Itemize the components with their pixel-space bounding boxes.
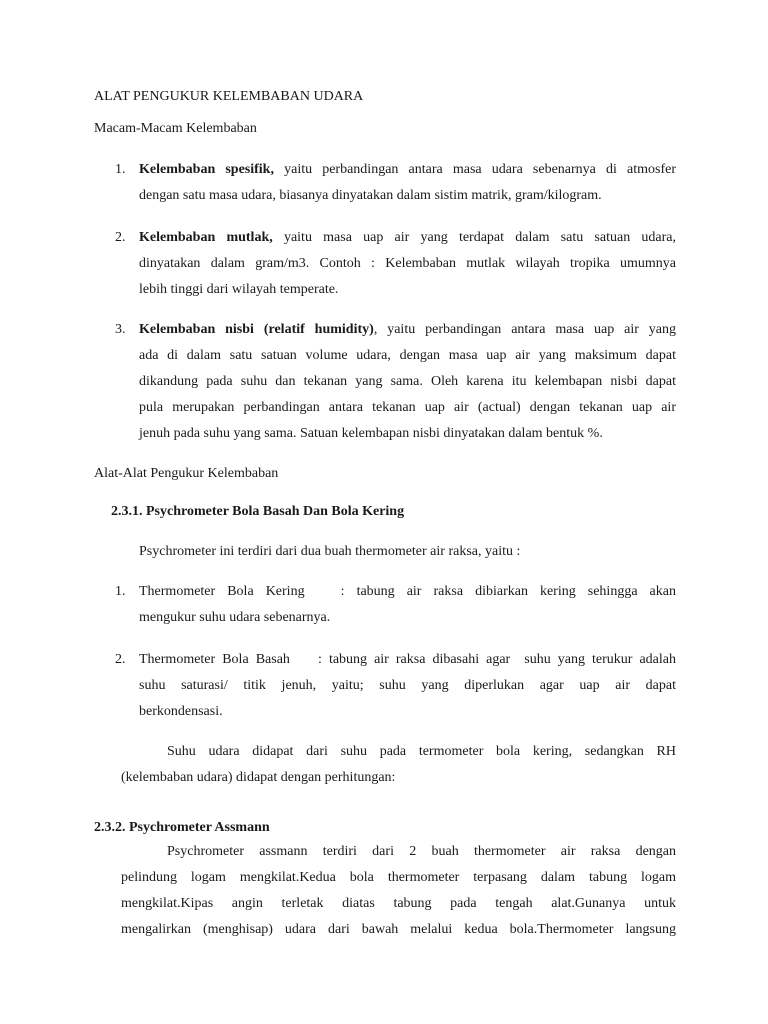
section-heading-alat-pengukur: Alat-Alat Pengukur Kelembaban bbox=[94, 466, 279, 481]
list-line: ada di dalam satu satuan volume udara, dengan masa uap air yang maksimum dapat bbox=[139, 348, 676, 363]
term-label: Kelembaban spesifik, bbox=[139, 162, 274, 177]
list-line: mengukur suhu udara sebenarnya. bbox=[139, 610, 331, 625]
list-line: lebih tinggi dari wilayah temperate. bbox=[139, 282, 339, 297]
paragraph-line: mengalirkan (menghisap) udara dari bawah melalui kedua bola.Thermometer langsung bbox=[121, 922, 676, 937]
term-label: Kelembaban mutlak, bbox=[139, 230, 273, 245]
section-heading-macam-kelembaban: Macam-Macam Kelembaban bbox=[94, 121, 257, 136]
list-line: Kelembaban mutlak, yaitu masa uap air yang terdapat dalam satu satuan udara, bbox=[139, 230, 677, 245]
list-line: Kelembaban nisbi (relatif humidity), yaitu perbandingan antara masa uap air yang bbox=[139, 322, 676, 337]
list-line: suhu saturasi/ titik jenuh, yaitu; suhu yang diperlukan agar uap air dapat bbox=[139, 678, 676, 693]
list-line: dengan satu masa udara, biasanya dinyatakan dalam sistim matrik, gram/kilogram. bbox=[139, 188, 602, 203]
list-line: dikandung pada suhu dan tekanan yang sama. Oleh karena itu kelembapan nisbi dapat bbox=[139, 374, 676, 389]
list-number: 2. bbox=[115, 652, 126, 667]
list-line: pula merupakan perbandingan antara tekanan uap air (actual) dengan tekanan uap air bbox=[139, 400, 676, 415]
paragraph-line: (kelembaban udara) didapat dengan perhitungan: bbox=[121, 770, 396, 785]
paragraph-line: mengkilat.Kipas angin terletak diatas tabung pada tengah alat.Gunanya untuk bbox=[121, 896, 676, 911]
paragraph-line: Psychrometer assmann terdiri dari 2 buah thermometer air raksa dengan bbox=[167, 844, 676, 859]
list-number: 1. bbox=[115, 584, 126, 599]
term-label: Kelembaban nisbi (relatif humidity) bbox=[139, 322, 374, 337]
list-line: berkondensasi. bbox=[139, 704, 223, 719]
list-number: 3. bbox=[115, 322, 126, 337]
subsection-intro: Psychrometer ini terdiri dari dua buah thermometer air raksa, yaitu : bbox=[139, 544, 521, 559]
list-number: 1. bbox=[115, 162, 126, 177]
paragraph-line: pelindung logam mengkilat.Kedua bola thermometer terpasang dalam tabung logam bbox=[121, 870, 676, 885]
list-line: Thermometer Bola Kering : tabung air raksa dibiarkan kering sehingga akan bbox=[139, 584, 676, 599]
list-line: Kelembaban spesifik, yaitu perbandingan antara masa udara sebenarnya di atmosfer bbox=[139, 162, 676, 177]
list-line: jenuh pada suhu yang sama. Satuan kelembapan nisbi dinyatakan dalam bentuk %. bbox=[139, 426, 603, 441]
subsection-heading-2-3-2: 2.3.2. Psychrometer Assmann bbox=[94, 820, 270, 835]
list-line: Thermometer Bola Basah : tabung air raksa dibasahi agar suhu yang terukur adalah bbox=[139, 652, 676, 667]
paragraph-line: Suhu udara didapat dari suhu pada termometer bola kering, sedangkan RH bbox=[167, 744, 676, 759]
document-title: ALAT PENGUKUR KELEMBABAN UDARA bbox=[94, 89, 364, 104]
list-line: dinyatakan dalam gram/m3. Contoh : Kelembaban mutlak wilayah tropika umumnya bbox=[139, 256, 676, 271]
list-number: 2. bbox=[115, 230, 126, 245]
subsection-heading-2-3-1: 2.3.1. Psychrometer Bola Basah Dan Bola Kering bbox=[111, 504, 405, 519]
